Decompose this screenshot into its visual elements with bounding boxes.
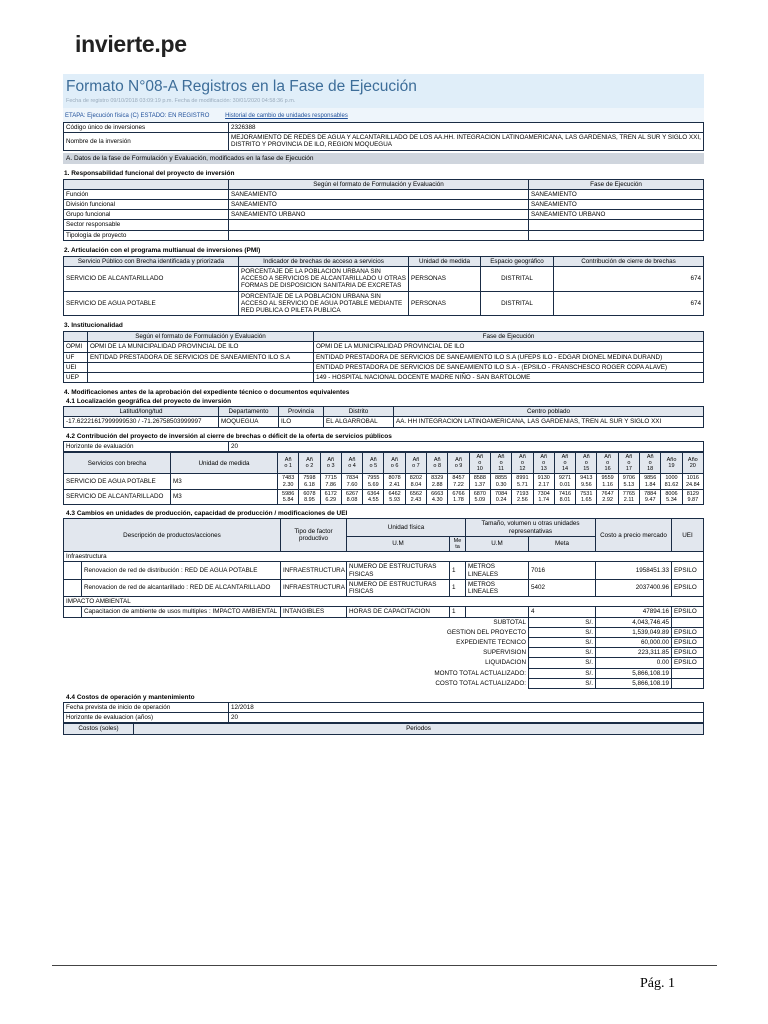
column-header: Departamento: [219, 407, 279, 417]
table-cell: Fecha prevista de inicio de operación: [64, 702, 229, 712]
table-row: [64, 291, 704, 316]
table-cell: ENTIDAD PRESTADORA DE SERVICIOS DE SANEAMIENTO ILO S.A: [88, 352, 314, 362]
table-cell: 1958451.33: [596, 562, 672, 579]
year-value: 6663 4.30: [427, 489, 448, 504]
total-row: [64, 648, 704, 658]
table-cell: [672, 617, 704, 627]
year-value: 8078 2.41: [384, 474, 405, 489]
table-cell: Capacitacion de ambiente de usos multiples : IMPACTO AMBIENTAL: [82, 607, 281, 617]
column-header: Centro poblado: [394, 407, 704, 417]
table-cell: EL ALGARROBAL: [324, 417, 394, 427]
table-cell: Renovacion de red de distribución : RED DE AGUA POTABLE: [82, 562, 281, 579]
table-cell: Función: [64, 189, 229, 199]
year-header: Añ o 11: [490, 452, 511, 474]
year-value: 8457 7.22: [448, 474, 469, 489]
table-cell: EPSILO: [672, 607, 704, 617]
product-row: [64, 562, 704, 579]
year-value: 7483 2.30: [278, 474, 299, 489]
year-header: Añ o 6: [384, 452, 405, 474]
table-cell: M3: [171, 489, 278, 504]
table-cell: SUBTOTAL: [64, 617, 529, 627]
column-header: Unidad de medida: [409, 256, 481, 266]
responsabilidad-table: Según el formato de Formulación y Evaluación Fase de Ejecución Función SANEAMIENTO SANEAMIENTO División funcional SANEAMIENTO SANEAMIENTO Grupo funcional SANEAMIENTO URBANO SANEAMIENTO URBANO Sector responsable Tipología de proyecto: [63, 179, 704, 241]
s43-title: 4.3 Cambios en unidades de producción, capacidad de producción / modificaciones de UEI: [66, 510, 348, 518]
table-cell: PERSONAS: [409, 291, 481, 316]
table-cell: PORCENTAJE DE LA POBLACION URBANA SIN ACCESO AL SERVICIO DE AGUA POTABLE MEDIANTE RED PUBLICA O PILETA PUBLICA: [239, 291, 409, 316]
table-cell: EPSILO: [672, 648, 704, 658]
table-cell: 60,000.00: [596, 637, 672, 647]
product-row: [64, 579, 704, 596]
table-row: [64, 352, 704, 362]
year-value: 8129 9.87: [682, 489, 703, 504]
year-header: Añ o 4: [341, 452, 362, 474]
year-value: 7955 5.69: [363, 474, 384, 489]
table-cell: Grupo funcional: [64, 210, 229, 220]
table-cell: 4,043,746.45: [596, 617, 672, 627]
table-cell: 674: [554, 291, 704, 316]
pmi-table: [63, 256, 704, 316]
table-row: [64, 489, 704, 504]
table-cell: UEI: [64, 362, 88, 372]
year-value: 5986 5.84: [278, 489, 299, 504]
table-cell: SERVICIO DE ALCANTARILLADO: [64, 489, 171, 504]
table-cell: MONTO TOTAL ACTUALIZADO:: [64, 668, 529, 678]
s41-title: 4.1 Localización geográfica del proyecto de inversión: [66, 398, 232, 406]
year-value: 7084 0.24: [490, 489, 511, 504]
table-cell: -17.62221617999999530 / -71.26758503999997: [64, 417, 219, 427]
year-header: Añ o 17: [618, 452, 639, 474]
column-header: Unidad de medida: [171, 452, 278, 474]
year-header: Añ o 7: [405, 452, 426, 474]
table-row: [64, 362, 704, 372]
year-value: 6766 1.78: [448, 489, 469, 504]
table-cell: 674: [554, 267, 704, 292]
table-cell: ILO: [279, 417, 324, 427]
year-header: Añ o 14: [554, 452, 575, 474]
table-cell: PERSONAS: [409, 267, 481, 292]
table-cell: EPSILO: [672, 562, 704, 579]
table-cell: SERVICIO DE AGUA POTABLE: [64, 291, 239, 316]
year-value: 6267 8.08: [341, 489, 362, 504]
table-cell: EPSILO: [672, 627, 704, 637]
table-cell: OPMI: [64, 342, 88, 352]
section-a-title: A. Datos de la fase de Formulación y Evaluación, modificados en la fase de Ejecución: [63, 153, 704, 164]
table-cell: [466, 607, 529, 617]
table-cell: EPSILO: [672, 579, 704, 596]
table-row: [64, 373, 704, 383]
year-header: Añ o 16: [597, 452, 618, 474]
year-value: 6172 6.29: [320, 489, 341, 504]
table-row: [64, 267, 704, 292]
table-cell: OPMI DE LA MUNICIPALIDAD PROVINCIAL DE ILO: [314, 342, 704, 352]
table-cell: [529, 220, 704, 230]
table-cell: EPSILO: [672, 658, 704, 668]
table-cell: 2037400.96: [596, 579, 672, 596]
table-cell: AA. HH INTEGRACION LATINOAMERICANA, LAS GARDENIAS, TREN AL SUR Y SIGLO XXI: [394, 417, 704, 427]
table-cell: OPMI DE LA MUNICIPALIDAD PROVINCIAL DE ILO: [88, 342, 314, 352]
column-header: Indicador de brechas de acceso a servicios: [239, 256, 409, 266]
table-cell: ENTIDAD PRESTADORA DE SERVICIOS DE SANEAMIENTO ILO S.A - (EPSILO - FRANSCHESCO ROGER COPA ALAVE): [314, 362, 704, 372]
table-cell: 4: [529, 607, 596, 617]
history-link[interactable]: Historial de cambio de unidades responsables: [225, 113, 348, 119]
brecha-table: [63, 452, 704, 505]
table-cell: S/.: [529, 627, 596, 637]
table-row: [64, 713, 704, 723]
table-cell: [88, 373, 314, 383]
column-header: Contribución de cierre de brechas: [554, 256, 704, 266]
s4-title: 4. Modificaciones antes de la aprobación del expediente técnico o documentos equivalentes: [64, 389, 350, 397]
table-cell: 1: [450, 562, 466, 579]
year-header: Año 19: [661, 452, 682, 474]
table-cell: MOQUEGUA: [219, 417, 279, 427]
table-cell: 12/2018: [229, 702, 704, 712]
total-row: [64, 678, 704, 688]
s2-title: 2. Articulación con el programa multianual de inversiones (PMI): [64, 246, 261, 254]
format-page: [63, 74, 704, 735]
invierte-logo: invierte.pe: [75, 31, 187, 57]
table-cell: [229, 220, 529, 230]
year-value: 7647 2.92: [597, 489, 618, 504]
table-row: [64, 342, 704, 352]
table-cell: S/.: [529, 668, 596, 678]
table-cell: 7016: [529, 562, 596, 579]
table-cell: 5402: [529, 579, 596, 596]
table-cell: [229, 230, 529, 240]
table-cell: NUMERO DE ESTRUCTURAS FISICAS: [347, 562, 450, 579]
table-cell: SANEAMIENTO: [229, 189, 529, 199]
year-header: Añ o 15: [576, 452, 597, 474]
table-cell: 149 - HOSPITAL NACIONAL DOCENTE MADRE NIÑO - SAN BARTOLOME: [314, 373, 704, 383]
table-cell: S/.: [529, 678, 596, 688]
table-cell: [88, 362, 314, 372]
identification-table: Código único de inversiones 2326388 Nombre de la inversión MEJORAMIENTO DE REDES DE AGUA Y ALCANTARILLADO DE LOS AA.HH. INTEGRACION LATINOAMERICANA, LAS GARDENIAS, TREN AL SUR Y SIGLO XXI, DISTRITO Y PROVINCIA DE ILO, REGION MOQUEGUA: [63, 122, 704, 151]
table-row: [64, 474, 704, 489]
year-value: 9856 1.84: [640, 474, 661, 489]
table-cell: HORAS DE CAPACITACION: [347, 607, 450, 617]
table-cell: [529, 230, 704, 240]
table-cell: UF: [64, 352, 88, 362]
year-header: Añ o 8: [427, 452, 448, 474]
table-cell: EPSILO: [672, 637, 704, 647]
year-value: 6462 5.93: [384, 489, 405, 504]
table-cell: SANEAMIENTO: [229, 200, 529, 210]
year-value: 7884 9.47: [640, 489, 661, 504]
table-cell: INFRAESTRUCTURA: [281, 579, 347, 596]
table-cell: INTANGIBLES: [281, 607, 347, 617]
table-cell: UEP: [64, 373, 88, 383]
table-cell: METROS LINEALES: [466, 562, 529, 579]
table-cell: Sector responsable: [64, 220, 229, 230]
table-row: [64, 220, 704, 230]
year-header: Añ o 2: [299, 452, 320, 474]
s44-title: 4.4 Costos de operación y mantenimiento: [66, 693, 195, 701]
table-cell: División funcional: [64, 200, 229, 210]
table-cell: 5,866,108.19: [596, 668, 672, 678]
table-cell: DISTRITAL: [481, 267, 554, 292]
institucionalidad-table: Según el formato de Formulación y Evaluación Fase de Ejecución OPMI OPMI DE LA MUNICIPALIDAD PROVINCIAL DE ILO OPMI DE LA MUNICIPALIDAD PROVINCIAL DE ILO UF ENTIDAD PRESTADORA DE SERVICIOS DE SANEAMIENTO ILO S.A ENTIDAD PRESTADORA DE SERVICIOS DE SANEAMIENTO ILO S.A (UFEPS ILO - EDGAR DIONEL MEDINA DURAND) UEI ENTIDAD PRESTADORA DE SERVICIOS DE SANEAMIENTO ILO S.A - (EPSILO - FRANSCHESCO ROGER COPA ALAVE) UEP 149 - HOSPITAL NACIONAL DOCENTE MADRE NIÑO - SAN BARTOLOME: [63, 331, 704, 383]
column-header: Servicios con brecha: [64, 452, 171, 474]
column-header: Espacio geográfico: [481, 256, 554, 266]
table-cell: M3: [171, 474, 278, 489]
table-row: [64, 210, 704, 220]
table-cell: 5,866,108.19: [596, 678, 672, 688]
product-row: [64, 607, 704, 617]
table-row: [64, 200, 704, 210]
table-cell: METROS LINEALES: [466, 579, 529, 596]
table-cell: SUPERVISION: [64, 648, 529, 658]
year-value: 8329 2.88: [427, 474, 448, 489]
table-cell: EXPEDIENTE TECNICO: [64, 637, 529, 647]
horizonte-table: Horizonte de evaluación 20: [63, 441, 704, 452]
year-value: 8202 8.04: [405, 474, 426, 489]
year-value: 7304 1.74: [533, 489, 554, 504]
page-title: Formato N°08-A Registros en la Fase de Ejecución: [66, 78, 417, 95]
year-value: 7715 7.86: [320, 474, 341, 489]
year-header: Año 20: [682, 452, 703, 474]
table-cell: S/.: [529, 648, 596, 658]
table-cell: DISTRITAL: [481, 291, 554, 316]
total-row: [64, 668, 704, 678]
table-cell: SANEAMIENTO URBANO: [229, 210, 529, 220]
table-cell: ENTIDAD PRESTADORA DE SERVICIOS DE SANEAMIENTO ILO S.A (UFEPS ILO - EDGAR DIONEL MEDINA DURAND): [314, 352, 704, 362]
s1-title: 1. Responsabilidad funcional del proyecto de inversión: [64, 169, 235, 177]
s42-title: 4.2 Contribución del proyecto de inversión al cierre de brechas o déficit de la oferta de servicios públicos: [66, 432, 392, 440]
table-cell: 47894.16: [596, 607, 672, 617]
localizacion-table: [63, 406, 704, 427]
table-row: [64, 702, 704, 712]
column-header: Distrito: [324, 407, 394, 417]
year-value: 8588 1.37: [469, 474, 490, 489]
s3-title: 3. Institucionalidad: [64, 322, 123, 330]
record-dates: Fecha de registro 09/10/2018 03:09:19 p.m. Fecha de modificación: 30/01/2020 04:58:36 p.m.: [66, 98, 296, 104]
year-value: 6364 4.55: [363, 489, 384, 504]
year-value: 9130 2.17: [533, 474, 554, 489]
table-cell: PORCENTAJE DE LA POBLACION URBANA SIN ACCESO A SERVICIOS DE ALCANTARILLADO U OTRAS FORMAS DE DISPOSICION SANITARIA DE EXCRETAS: [239, 267, 409, 292]
table-cell: 20: [229, 713, 704, 723]
year-value: 7416 8.01: [554, 489, 575, 504]
operacion-table: [63, 702, 704, 723]
year-header: Añ o 10: [469, 452, 490, 474]
year-value: 9413 9.56: [576, 474, 597, 489]
year-header: Añ o 3: [320, 452, 341, 474]
year-value: 7834 7.60: [341, 474, 362, 489]
table-cell: S/.: [529, 637, 596, 647]
year-value: 8991 5.71: [512, 474, 533, 489]
table-row: [64, 189, 704, 199]
total-row: [64, 658, 704, 668]
table-cell: S/.: [529, 617, 596, 627]
year-header: Añ o 13: [533, 452, 554, 474]
table-cell: Tipología de proyecto: [64, 230, 229, 240]
page-number: Pág. 1: [640, 976, 675, 991]
table-cell: 1: [450, 579, 466, 596]
year-value: 7765 2.11: [618, 489, 639, 504]
etapa-line: ETAPA: Ejecución física (C) ESTADO: EN REGISTRO Historial de cambio de unidades responsables: [63, 108, 704, 122]
table-cell: Renovacion de red de alcantarillado : RED DE ALCANTARILLADO: [82, 579, 281, 596]
table-cell: COSTO TOTAL ACTUALIZADO:: [64, 678, 529, 688]
table-cell: INFRAESTRUCTURA: [281, 562, 347, 579]
footer-divider: [52, 965, 717, 966]
year-value: 9271 0.01: [554, 474, 575, 489]
year-value: 9559 1.16: [597, 474, 618, 489]
year-value: 9706 5.13: [618, 474, 639, 489]
table-cell: 223,311.85: [596, 648, 672, 658]
table-cell: SANEAMIENTO: [529, 189, 704, 199]
table-cell: SERVICIO DE AGUA POTABLE: [64, 474, 171, 489]
year-header: Añ o 9: [448, 452, 469, 474]
year-value: 1000 81.62: [661, 474, 682, 489]
year-value: 1016 24.84: [682, 474, 703, 489]
table-cell: SERVICIO DE ALCANTARILLADO: [64, 267, 239, 292]
year-value: 8855 0.30: [490, 474, 511, 489]
column-header: Provincia: [279, 407, 324, 417]
year-value: 6562 2.43: [405, 489, 426, 504]
total-row: [64, 617, 704, 627]
year-value: 6078 8.95: [299, 489, 320, 504]
table-cell: [672, 678, 704, 688]
column-header: Latitud/long/tud: [64, 407, 219, 417]
table-cell: S/.: [529, 658, 596, 668]
year-value: 7531 1.65: [576, 489, 597, 504]
table-cell: GESTION DEL PROYECTO: [64, 627, 529, 637]
table-cell: SANEAMIENTO: [529, 200, 704, 210]
column-header: Servicio Público con Brecha identificada y priorizada: [64, 256, 239, 266]
total-row: [64, 637, 704, 647]
costos-header: Costos (soles) Periodos: [63, 723, 704, 734]
table-cell: LIQUIDACION: [64, 658, 529, 668]
year-value: 6870 5.09: [469, 489, 490, 504]
table-cell: Horizonte de evaluacion (años): [64, 713, 229, 723]
table-row: [64, 230, 704, 240]
table-cell: [672, 668, 704, 678]
table-cell: NUMERO DE ESTRUCTURAS FISICAS: [347, 579, 450, 596]
year-header: Añ o 12: [512, 452, 533, 474]
year-value: 7193 2.56: [512, 489, 533, 504]
year-header: Añ o 5: [363, 452, 384, 474]
table-cell: 1: [450, 607, 466, 617]
year-value: 7598 6.18: [299, 474, 320, 489]
table-cell: SANEAMIENTO URBANO: [529, 210, 704, 220]
form-header: [63, 74, 704, 108]
year-header: Añ o 18: [640, 452, 661, 474]
table-cell: 0.00: [596, 658, 672, 668]
year-header: Añ o 1: [278, 452, 299, 474]
total-row: [64, 627, 704, 637]
year-value: 8006 5.34: [661, 489, 682, 504]
table-cell: 1,539,049.89: [596, 627, 672, 637]
cambios-table: Descripción de productos/acciones Tipo de factor productivo Unidad física Tamaño, volumen u otras unidades representativas Costo a precio mercado UEI U.M Me ta U.M Meta Infraestructura Renovacion de red de distribución : RED DE AGUA POTABLE INFRAESTRUCTURA NUMERO DE ESTRUCTURAS FISICAS 1 METROS LINEALES 7016 1958451.33 EPSILO Renovacion de red de alcantarillado : RED DE ALCANTARILLADO INFRAESTRUCTURA NUMERO DE ESTRUCTURAS FISICAS 1 METROS LINEALES 5402 2037400.96 EPSILO IMPACTO AMBIENTAL Capacitacion de ambiente de usos multiples : IMPACTO AMBIENTAL INTANGIBLES HORAS DE CAPACITACION 1 4 47894.16 EPSILO SUBTOTAL S/. 4,043,746.45 GESTION DEL PROYECTO S/. 1,539,049.89 EPSILO EXPEDIENTE TECNICO S/. 60,000.00 EPSILO SUPERVISION S/. 223,311.85 EPSILO LIQUIDACION S/. 0.00 EPSILO MONTO TOTAL ACTUALIZADO: S/. 5,866,108.19 COSTO TOTAL ACTUALIZADO: S/. 5,866,108.19: [63, 518, 704, 689]
